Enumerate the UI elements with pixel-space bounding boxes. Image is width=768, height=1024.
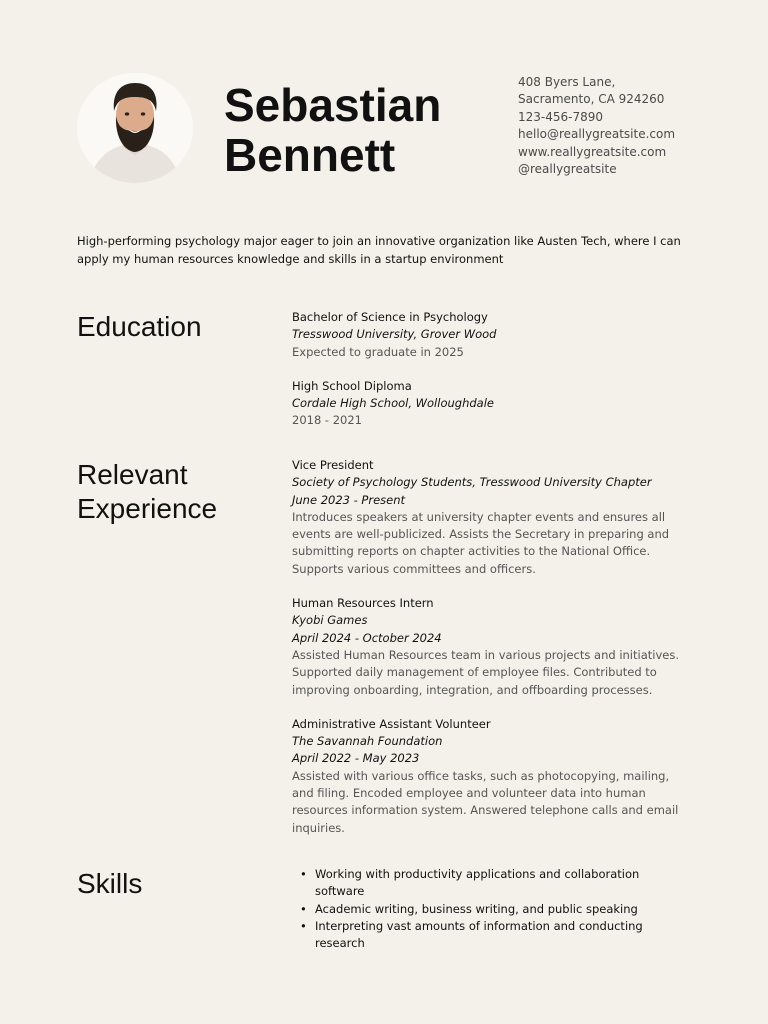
job-role: Human Resources Intern — [292, 596, 434, 611]
candidate-name — [224, 80, 441, 180]
first-name: Sebastian — [224, 79, 442, 131]
education-heading: Education — [77, 311, 202, 342]
skills-section — [292, 866, 667, 952]
skills-list — [292, 866, 667, 952]
education-list — [292, 309, 692, 447]
professional-summary: High-performing psychology major eager to join an innovative organization like Austen Tech, where I can apply my human resources knowledge and skills in a startup environment — [77, 234, 681, 266]
job-dates: June 2023 - Present — [292, 492, 406, 507]
address-line-2: Sacramento, CA 924260 — [518, 92, 665, 107]
experience-heading-line-2: Experience — [77, 493, 218, 524]
job-description: Assisted Human Resources team in various projects and initiatives. Supported daily management of employee files. Contributed to improving onboarding, integration, and offboarding processes. — [292, 647, 679, 697]
education-date: 2018 - 2021 — [292, 413, 362, 428]
school-name: Cordale High School, Wolloughdale — [292, 396, 494, 411]
skill-item: • Academic writing, business writing, and public speaking — [292, 901, 667, 918]
organization-name: Society of Psychology Students, Tresswood University Chapter — [292, 475, 652, 490]
profile-photo — [77, 73, 193, 183]
job-role: Vice President — [292, 458, 374, 472]
job-dates: April 2022 - May 2023 — [292, 751, 420, 766]
school-name: Tresswood University, Grover Wood — [292, 327, 497, 342]
job-role: Administrative Assistant Volunteer — [292, 716, 491, 731]
website-url: www.reallygreatsite.com — [518, 144, 667, 159]
address-line-1: 408 Byers Lane, — [518, 75, 616, 89]
experience-heading — [77, 458, 217, 526]
email-address: hello@reallygreatsite.com — [518, 127, 676, 142]
skill-item: • Working with productivity applications and collaboration software — [292, 866, 667, 901]
education-date: Expected to graduate in 2025 — [292, 344, 464, 359]
experience-entry — [292, 716, 692, 837]
experience-heading-line-1: Relevant — [77, 459, 188, 490]
organization-name: Kyobi Games — [292, 613, 368, 628]
contact-block — [518, 74, 675, 178]
experience-entry — [292, 595, 692, 699]
education-entry — [292, 378, 692, 430]
last-name: Bennett — [224, 129, 396, 181]
portrait-image — [77, 73, 193, 183]
phone-number: 123-456-7890 — [518, 109, 604, 124]
skill-item: • Interpreting vast amounts of information and conducting research — [292, 918, 667, 953]
job-description: Introduces speakers at university chapter events and ensures all events are well-publicized. Assists the Secretary in preparing and submitting reports on chapter activities to the National Office. Supports various committees and officers. — [292, 509, 670, 576]
experience-entry — [292, 457, 692, 578]
degree-title: High School Diploma — [292, 378, 412, 393]
organization-name: The Savannah Foundation — [292, 734, 443, 749]
skills-heading: Skills — [77, 868, 143, 899]
degree-title: Bachelor of Science in Psychology — [292, 310, 488, 324]
education-entry — [292, 309, 692, 361]
social-handle: @reallygreatsite — [518, 162, 617, 177]
job-description: Assisted with various office tasks, such as photocopying, mailing, and filing. Encoded employee and volunteer data into human resources information system. Answered telephone calls and email inquiries. — [292, 768, 679, 835]
job-dates: April 2024 - October 2024 — [292, 630, 442, 645]
experience-list — [292, 457, 692, 854]
